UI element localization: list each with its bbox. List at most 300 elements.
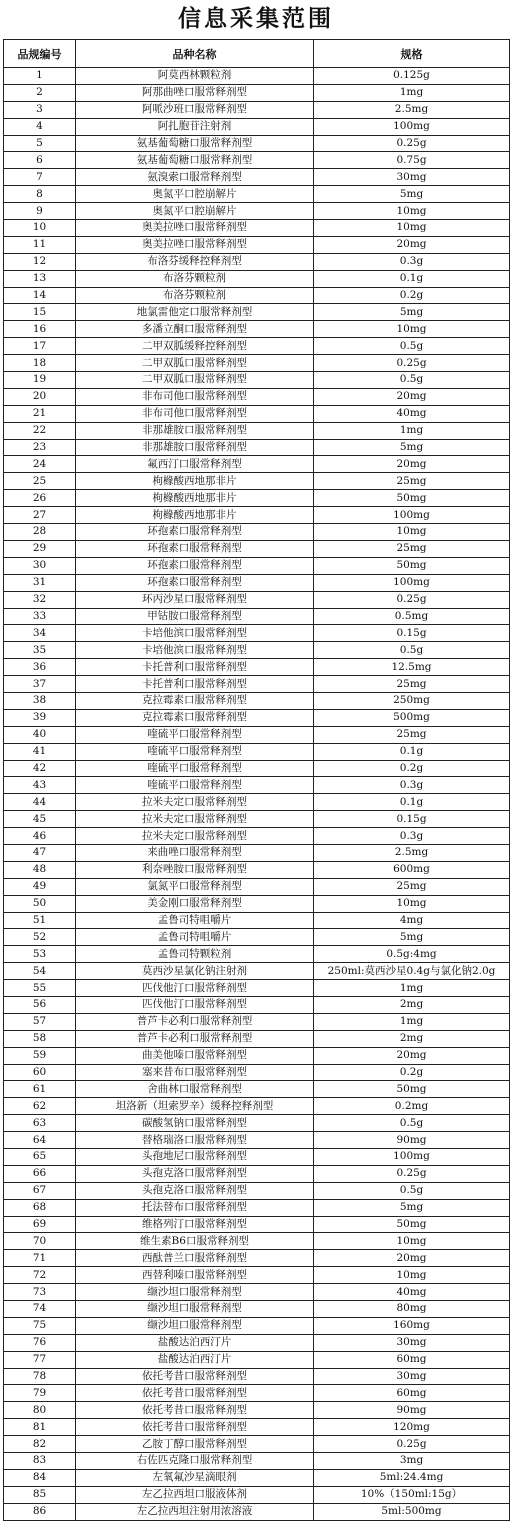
table-row xyxy=(4,507,510,524)
table-row xyxy=(4,1385,510,1402)
cell-product-name: 阿扎胞苷注射剂 xyxy=(76,118,314,135)
cell-product-name: 奥氮平口腔崩解片 xyxy=(76,203,314,220)
cell-specification: 0.5g:4mg xyxy=(314,946,510,963)
cell-specification: 25mg xyxy=(314,473,510,490)
cell-product-code: 65 xyxy=(4,1149,76,1166)
table-row xyxy=(4,1182,510,1199)
cell-product-name: 托法替布口服常释剂型 xyxy=(76,1199,314,1216)
cell-specification: 20mg xyxy=(314,1250,510,1267)
cell-product-code: 8 xyxy=(4,186,76,203)
table-row xyxy=(4,456,510,473)
cell-specification: 30mg xyxy=(314,169,510,186)
cell-product-name: 布洛芬颗粒剂 xyxy=(76,270,314,287)
cell-specification: 25mg xyxy=(314,676,510,693)
cell-product-code: 20 xyxy=(4,388,76,405)
cell-product-code: 24 xyxy=(4,456,76,473)
cell-product-name: 二甲双胍口服常释剂型 xyxy=(76,355,314,372)
cell-product-code: 33 xyxy=(4,608,76,625)
table-row xyxy=(4,490,510,507)
cell-product-code: 38 xyxy=(4,692,76,709)
cell-product-name: 依托考昔口服常释剂型 xyxy=(76,1419,314,1436)
cell-specification: 50mg xyxy=(314,1216,510,1233)
table-row xyxy=(4,422,510,439)
cell-product-code: 77 xyxy=(4,1351,76,1368)
table-row xyxy=(4,1486,510,1503)
table-row xyxy=(4,625,510,642)
cell-product-code: 66 xyxy=(4,1165,76,1182)
cell-product-name: 依托考昔口服常释剂型 xyxy=(76,1402,314,1419)
cell-specification: 120mg xyxy=(314,1419,510,1436)
cell-product-name: 枸橼酸西地那非片 xyxy=(76,507,314,524)
cell-product-name: 卡托普利口服常释剂型 xyxy=(76,676,314,693)
cell-product-code: 10 xyxy=(4,220,76,237)
cell-product-code: 13 xyxy=(4,270,76,287)
cell-product-name: 莫西沙星氯化钠注射剂 xyxy=(76,963,314,980)
table-row xyxy=(4,726,510,743)
cell-product-name: 孟鲁司特咀嚼片 xyxy=(76,929,314,946)
header-product-name: 品种名称 xyxy=(76,40,314,68)
cell-product-name: 舍曲林口服常释剂型 xyxy=(76,1081,314,1098)
cell-product-code: 73 xyxy=(4,1284,76,1301)
cell-product-name: 环孢素口服常释剂型 xyxy=(76,540,314,557)
cell-specification: 10%（150ml:15g） xyxy=(314,1486,510,1503)
table-row xyxy=(4,828,510,845)
table-row xyxy=(4,1469,510,1486)
cell-product-code: 71 xyxy=(4,1250,76,1267)
table-row xyxy=(4,980,510,997)
cell-specification: 10mg xyxy=(314,524,510,541)
cell-product-code: 41 xyxy=(4,743,76,760)
cell-product-name: 西酞普兰口服常释剂型 xyxy=(76,1250,314,1267)
table-row xyxy=(4,524,510,541)
cell-specification: 1mg xyxy=(314,84,510,101)
cell-product-name: 枸橼酸西地那非片 xyxy=(76,473,314,490)
cell-product-code: 64 xyxy=(4,1132,76,1149)
cell-product-name: 枸橼酸西地那非片 xyxy=(76,490,314,507)
cell-specification: 0.25g xyxy=(314,135,510,152)
cell-specification: 250ml:莫西沙星0.4g与氯化钠2.0g xyxy=(314,963,510,980)
cell-specification: 0.2g xyxy=(314,1064,510,1081)
cell-product-name: 氨溴索口服常释剂型 xyxy=(76,169,314,186)
table-row xyxy=(4,1250,510,1267)
table-row xyxy=(4,372,510,389)
cell-specification: 0.25g xyxy=(314,355,510,372)
table-row xyxy=(4,68,510,85)
cell-product-code: 68 xyxy=(4,1199,76,1216)
table-row xyxy=(4,287,510,304)
cell-specification: 0.2mg xyxy=(314,1098,510,1115)
cell-specification: 20mg xyxy=(314,456,510,473)
table-row xyxy=(4,1419,510,1436)
cell-specification: 0.5g xyxy=(314,1182,510,1199)
cell-specification: 500mg xyxy=(314,709,510,726)
cell-product-code: 18 xyxy=(4,355,76,372)
cell-product-code: 6 xyxy=(4,152,76,169)
cell-product-code: 49 xyxy=(4,878,76,895)
cell-product-name: 二甲双胍缓释控释剂型 xyxy=(76,338,314,355)
cell-product-name: 克拉霉素口服常释剂型 xyxy=(76,692,314,709)
cell-product-code: 25 xyxy=(4,473,76,490)
cell-product-code: 7 xyxy=(4,169,76,186)
cell-specification: 0.1g xyxy=(314,743,510,760)
table-row xyxy=(4,1149,510,1166)
cell-product-name: 维生素B6口服常释剂型 xyxy=(76,1233,314,1250)
table-row xyxy=(4,878,510,895)
cell-specification: 30mg xyxy=(314,1334,510,1351)
cell-specification: 0.75g xyxy=(314,152,510,169)
table-row xyxy=(4,642,510,659)
cell-specification: 0.5g xyxy=(314,338,510,355)
cell-product-code: 39 xyxy=(4,709,76,726)
cell-product-name: 卡培他滨口服常释剂型 xyxy=(76,642,314,659)
cell-product-name: 非那雄胺口服常释剂型 xyxy=(76,422,314,439)
cell-specification: 10mg xyxy=(314,321,510,338)
cell-product-code: 3 xyxy=(4,101,76,118)
cell-product-name: 氨基葡萄糖口服常释剂型 xyxy=(76,135,314,152)
table-row xyxy=(4,777,510,794)
cell-product-name: 甲钴胺口服常释剂型 xyxy=(76,608,314,625)
cell-product-code: 61 xyxy=(4,1081,76,1098)
cell-product-name: 普芦卡必利口服常释剂型 xyxy=(76,1013,314,1030)
cell-product-code: 22 xyxy=(4,422,76,439)
cell-product-name: 左氧氟沙星滴眼剂 xyxy=(76,1469,314,1486)
table-row xyxy=(4,1267,510,1284)
cell-product-name: 替格瑞洛口服常释剂型 xyxy=(76,1132,314,1149)
cell-product-name: 氯氮平口服常释剂型 xyxy=(76,878,314,895)
cell-specification: 5mg xyxy=(314,1199,510,1216)
table-row xyxy=(4,794,510,811)
cell-product-name: 碳酸氢钠口服常释剂型 xyxy=(76,1115,314,1132)
cell-product-name: 左乙拉西坦注射用浓溶液 xyxy=(76,1503,314,1520)
cell-product-code: 21 xyxy=(4,405,76,422)
cell-specification: 2mg xyxy=(314,1030,510,1047)
cell-specification: 50mg xyxy=(314,1081,510,1098)
cell-product-code: 42 xyxy=(4,760,76,777)
cell-specification: 0.1g xyxy=(314,270,510,287)
cell-specification: 25mg xyxy=(314,726,510,743)
table-row xyxy=(4,659,510,676)
cell-product-name: 布洛芬缓释控释剂型 xyxy=(76,253,314,270)
table-row xyxy=(4,1030,510,1047)
cell-product-name: 曲美他嗪口服常释剂型 xyxy=(76,1047,314,1064)
cell-specification: 0.2g xyxy=(314,760,510,777)
cell-specification: 2.5mg xyxy=(314,101,510,118)
table-row xyxy=(4,540,510,557)
table-row xyxy=(4,1098,510,1115)
cell-product-name: 匹伐他汀口服常释剂型 xyxy=(76,996,314,1013)
table-row xyxy=(4,1301,510,1318)
cell-specification: 2.5mg xyxy=(314,844,510,861)
table-row xyxy=(4,1334,510,1351)
cell-product-name: 依托考昔口服常释剂型 xyxy=(76,1368,314,1385)
table-row xyxy=(4,1436,510,1453)
table-row xyxy=(4,236,510,253)
cell-product-code: 44 xyxy=(4,794,76,811)
table-row xyxy=(4,946,510,963)
cell-specification: 5mg xyxy=(314,929,510,946)
cell-product-code: 76 xyxy=(4,1334,76,1351)
table-row xyxy=(4,811,510,828)
cell-specification: 5ml:500mg xyxy=(314,1503,510,1520)
table-row xyxy=(4,1351,510,1368)
cell-specification: 0.25g xyxy=(314,1436,510,1453)
table-row xyxy=(4,203,510,220)
cell-specification: 20mg xyxy=(314,388,510,405)
table-row xyxy=(4,1402,510,1419)
cell-product-name: 普芦卡必利口服常释剂型 xyxy=(76,1030,314,1047)
table-row xyxy=(4,473,510,490)
cell-product-code: 32 xyxy=(4,591,76,608)
table-row xyxy=(4,591,510,608)
table-row xyxy=(4,321,510,338)
cell-product-name: 布洛芬颗粒剂 xyxy=(76,287,314,304)
cell-product-name: 美金刚口服常释剂型 xyxy=(76,895,314,912)
table-row xyxy=(4,1081,510,1098)
cell-specification: 25mg xyxy=(314,540,510,557)
table-row xyxy=(4,1503,510,1520)
cell-product-name: 拉米夫定口服常释剂型 xyxy=(76,828,314,845)
cell-specification: 90mg xyxy=(314,1402,510,1419)
table-row xyxy=(4,270,510,287)
cell-product-code: 15 xyxy=(4,304,76,321)
cell-product-code: 81 xyxy=(4,1419,76,1436)
cell-specification: 10mg xyxy=(314,1233,510,1250)
cell-specification: 40mg xyxy=(314,1284,510,1301)
table-row xyxy=(4,186,510,203)
table-row xyxy=(4,1317,510,1334)
table-row xyxy=(4,963,510,980)
cell-product-code: 72 xyxy=(4,1267,76,1284)
cell-product-name: 氨基葡萄糖口服常释剂型 xyxy=(76,152,314,169)
cell-product-name: 阿莫西林颗粒剂 xyxy=(76,68,314,85)
cell-specification: 80mg xyxy=(314,1301,510,1318)
table-row xyxy=(4,1453,510,1470)
cell-specification: 0.5g xyxy=(314,372,510,389)
table-row xyxy=(4,1064,510,1081)
cell-specification: 0.25g xyxy=(314,591,510,608)
cell-product-name: 环丙沙星口服常释剂型 xyxy=(76,591,314,608)
table-row xyxy=(4,304,510,321)
cell-product-name: 利奈唑胺口服常释剂型 xyxy=(76,861,314,878)
cell-product-name: 奥美拉唑口服常释剂型 xyxy=(76,236,314,253)
cell-specification: 10mg xyxy=(314,895,510,912)
table-row xyxy=(4,709,510,726)
cell-specification: 0.2g xyxy=(314,287,510,304)
cell-product-code: 1 xyxy=(4,68,76,85)
cell-product-code: 50 xyxy=(4,895,76,912)
table-row xyxy=(4,760,510,777)
cell-product-code: 31 xyxy=(4,574,76,591)
cell-specification: 10mg xyxy=(314,203,510,220)
table-row xyxy=(4,557,510,574)
cell-product-code: 28 xyxy=(4,524,76,541)
cell-specification: 100mg xyxy=(314,118,510,135)
cell-product-name: 头孢克洛口服常释剂型 xyxy=(76,1165,314,1182)
cell-specification: 12.5mg xyxy=(314,659,510,676)
table-row xyxy=(4,743,510,760)
cell-specification: 0.5g xyxy=(314,642,510,659)
cell-product-code: 5 xyxy=(4,135,76,152)
cell-product-name: 依托考昔口服常释剂型 xyxy=(76,1385,314,1402)
cell-product-name: 二甲双胍口服常释剂型 xyxy=(76,372,314,389)
cell-product-name: 环孢素口服常释剂型 xyxy=(76,574,314,591)
cell-product-code: 35 xyxy=(4,642,76,659)
cell-product-code: 83 xyxy=(4,1453,76,1470)
cell-product-code: 29 xyxy=(4,540,76,557)
cell-product-code: 43 xyxy=(4,777,76,794)
cell-product-code: 9 xyxy=(4,203,76,220)
cell-product-code: 75 xyxy=(4,1317,76,1334)
cell-product-name: 卡培他滨口服常释剂型 xyxy=(76,625,314,642)
table-row xyxy=(4,929,510,946)
cell-specification: 250mg xyxy=(314,692,510,709)
cell-product-code: 58 xyxy=(4,1030,76,1047)
cell-specification: 20mg xyxy=(314,1047,510,1064)
cell-product-code: 11 xyxy=(4,236,76,253)
cell-specification: 0.15g xyxy=(314,625,510,642)
cell-product-name: 坦洛新（坦索罗辛）缓释控释剂型 xyxy=(76,1098,314,1115)
cell-product-code: 78 xyxy=(4,1368,76,1385)
cell-specification: 50mg xyxy=(314,557,510,574)
cell-product-code: 54 xyxy=(4,963,76,980)
cell-product-code: 16 xyxy=(4,321,76,338)
cell-product-name: 奥美拉唑口服常释剂型 xyxy=(76,220,314,237)
table-row xyxy=(4,692,510,709)
cell-product-name: 头孢克洛口服常释剂型 xyxy=(76,1182,314,1199)
table-row xyxy=(4,169,510,186)
cell-product-code: 55 xyxy=(4,980,76,997)
cell-specification: 50mg xyxy=(314,490,510,507)
cell-product-name: 克拉霉素口服常释剂型 xyxy=(76,709,314,726)
table-row xyxy=(4,439,510,456)
cell-product-name: 喹硫平口服常释剂型 xyxy=(76,777,314,794)
table-row xyxy=(4,1165,510,1182)
cell-product-name: 乙胺丁醇口服常释剂型 xyxy=(76,1436,314,1453)
cell-specification: 20mg xyxy=(314,236,510,253)
table-row xyxy=(4,844,510,861)
cell-product-name: 孟鲁司特咀嚼片 xyxy=(76,912,314,929)
table-row xyxy=(4,1284,510,1301)
cell-product-name: 头孢地尼口服常释剂型 xyxy=(76,1149,314,1166)
table-row xyxy=(4,608,510,625)
table-row xyxy=(4,1199,510,1216)
cell-product-name: 环孢素口服常释剂型 xyxy=(76,524,314,541)
cell-specification: 0.25g xyxy=(314,1165,510,1182)
cell-product-name: 环孢素口服常释剂型 xyxy=(76,557,314,574)
cell-product-code: 52 xyxy=(4,929,76,946)
table-row xyxy=(4,861,510,878)
cell-product-name: 阿那曲唑口服常释剂型 xyxy=(76,84,314,101)
table-row xyxy=(4,355,510,372)
cell-specification: 1mg xyxy=(314,422,510,439)
cell-product-code: 60 xyxy=(4,1064,76,1081)
cell-product-code: 48 xyxy=(4,861,76,878)
cell-product-code: 14 xyxy=(4,287,76,304)
cell-product-code: 86 xyxy=(4,1503,76,1520)
cell-specification: 0.3g xyxy=(314,777,510,794)
cell-specification: 90mg xyxy=(314,1132,510,1149)
cell-product-name: 非那雄胺口服常释剂型 xyxy=(76,439,314,456)
cell-product-code: 82 xyxy=(4,1436,76,1453)
cell-product-code: 46 xyxy=(4,828,76,845)
cell-product-code: 47 xyxy=(4,844,76,861)
cell-specification: 5ml:24.4mg xyxy=(314,1469,510,1486)
cell-product-code: 79 xyxy=(4,1385,76,1402)
table-row xyxy=(4,996,510,1013)
cell-specification: 3mg xyxy=(314,1453,510,1470)
cell-product-name: 匹伐他汀口服常释剂型 xyxy=(76,980,314,997)
cell-product-name: 喹硫平口服常释剂型 xyxy=(76,743,314,760)
cell-product-code: 26 xyxy=(4,490,76,507)
cell-product-code: 45 xyxy=(4,811,76,828)
header-product-code: 品规编号 xyxy=(4,40,76,68)
cell-specification: 4mg xyxy=(314,912,510,929)
cell-product-name: 右佐匹克隆口服常释剂型 xyxy=(76,1453,314,1470)
cell-product-code: 19 xyxy=(4,372,76,389)
cell-product-name: 塞来昔布口服常释剂型 xyxy=(76,1064,314,1081)
table-row xyxy=(4,152,510,169)
table-row xyxy=(4,118,510,135)
table-row xyxy=(4,1047,510,1064)
cell-product-code: 30 xyxy=(4,557,76,574)
table-row xyxy=(4,405,510,422)
cell-specification: 0.15g xyxy=(314,811,510,828)
table-row xyxy=(4,338,510,355)
cell-specification: 160mg xyxy=(314,1317,510,1334)
cell-specification: 25mg xyxy=(314,878,510,895)
cell-product-code: 4 xyxy=(4,118,76,135)
cell-specification: 1mg xyxy=(314,980,510,997)
cell-product-code: 56 xyxy=(4,996,76,1013)
cell-product-code: 63 xyxy=(4,1115,76,1132)
table-row xyxy=(4,1368,510,1385)
table-row xyxy=(4,1013,510,1030)
cell-product-name: 拉米夫定口服常释剂型 xyxy=(76,794,314,811)
cell-specification: 5mg xyxy=(314,304,510,321)
cell-specification: 0.3g xyxy=(314,253,510,270)
table-row xyxy=(4,1132,510,1149)
table-row xyxy=(4,101,510,118)
cell-product-name: 喹硫平口服常释剂型 xyxy=(76,760,314,777)
cell-specification: 1mg xyxy=(314,1013,510,1030)
cell-product-code: 84 xyxy=(4,1469,76,1486)
cell-product-code: 80 xyxy=(4,1402,76,1419)
cell-product-name: 盐酸达泊西汀片 xyxy=(76,1334,314,1351)
cell-product-name: 孟鲁司特颗粒剂 xyxy=(76,946,314,963)
table-row xyxy=(4,676,510,693)
cell-product-name: 拉米夫定口服常释剂型 xyxy=(76,811,314,828)
cell-product-name: 左乙拉西坦口服液体剂 xyxy=(76,1486,314,1503)
cell-product-name: 喹硫平口服常释剂型 xyxy=(76,726,314,743)
cell-specification: 100mg xyxy=(314,507,510,524)
cell-product-code: 85 xyxy=(4,1486,76,1503)
cell-product-name: 维格列汀口服常释剂型 xyxy=(76,1216,314,1233)
header-specification: 规格 xyxy=(314,40,510,68)
cell-product-code: 69 xyxy=(4,1216,76,1233)
cell-product-name: 缬沙坦口服常释剂型 xyxy=(76,1317,314,1334)
cell-product-name: 奥氮平口腔崩解片 xyxy=(76,186,314,203)
cell-specification: 40mg xyxy=(314,405,510,422)
cell-product-name: 非布司他口服常释剂型 xyxy=(76,405,314,422)
cell-product-code: 23 xyxy=(4,439,76,456)
cell-product-code: 12 xyxy=(4,253,76,270)
cell-product-code: 27 xyxy=(4,507,76,524)
cell-product-name: 卡托普利口服常释剂型 xyxy=(76,659,314,676)
header-row xyxy=(4,40,510,68)
cell-specification: 2mg xyxy=(314,996,510,1013)
table-row xyxy=(4,253,510,270)
cell-product-code: 53 xyxy=(4,946,76,963)
